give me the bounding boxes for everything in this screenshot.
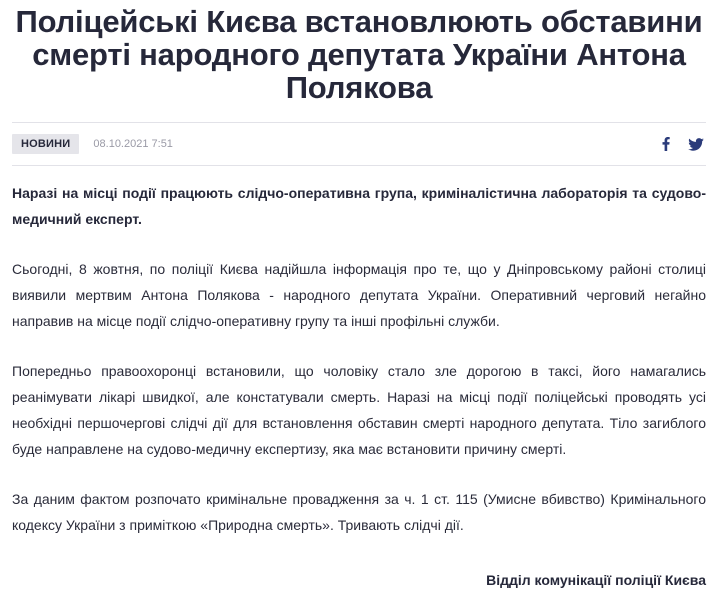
publish-date: 08.10.2021 7:51 (93, 138, 173, 150)
share-buttons (658, 136, 706, 152)
twitter-share-button[interactable] (688, 136, 704, 152)
article-meta-bar (12, 122, 706, 166)
article-title: Поліцейські Києва встановлюють обставини смерті народного депутата України Антона Полякова (15, 4, 703, 105)
article-signature: Відділ комунікації поліції Києва (486, 572, 706, 588)
facebook-icon (662, 137, 670, 151)
article-lead: Наразі на місці події працюють слідчо-оперативна група, криміналістична лабораторія та судово-медичний експерт. (12, 185, 706, 227)
article-paragraph-3: За даним фактом розпочато кримінальне провадження за ч. 1 ст. 115 (Умисне вбивство) Кримінального кодексу України з приміткою «Природна смерть». Тривають слідчі дії. (12, 491, 706, 533)
category-badge[interactable]: НОВИНИ (12, 134, 79, 154)
article-body (12, 180, 706, 562)
article-paragraph-2: Попередньо правоохоронці встановили, що чоловіку стало зле дорогою в таксі, його намагались реанімувати лікарі швидкої, але констатували смерть. Наразі на місці події поліцейські проводять усі необхідні першочергові слідчі дії для встановлення обставин смерті народного депутата. Тіло загиблого буде направлене на судово-медичну експертизу, яка має встановити причину смерті. (12, 363, 706, 457)
article-paragraph-1: Сьогодні, 8 жовтня, по поліції Києва надійшла інформація про те, що у Дніпровському районі столиці виявили мертвим Антона Полякова - народного депутата України. Оперативний черговий негайно направив на місце події слідчо-оперативну групу та інші профільні служби. (12, 261, 706, 329)
facebook-share-button[interactable] (658, 136, 674, 152)
twitter-icon (688, 138, 704, 151)
